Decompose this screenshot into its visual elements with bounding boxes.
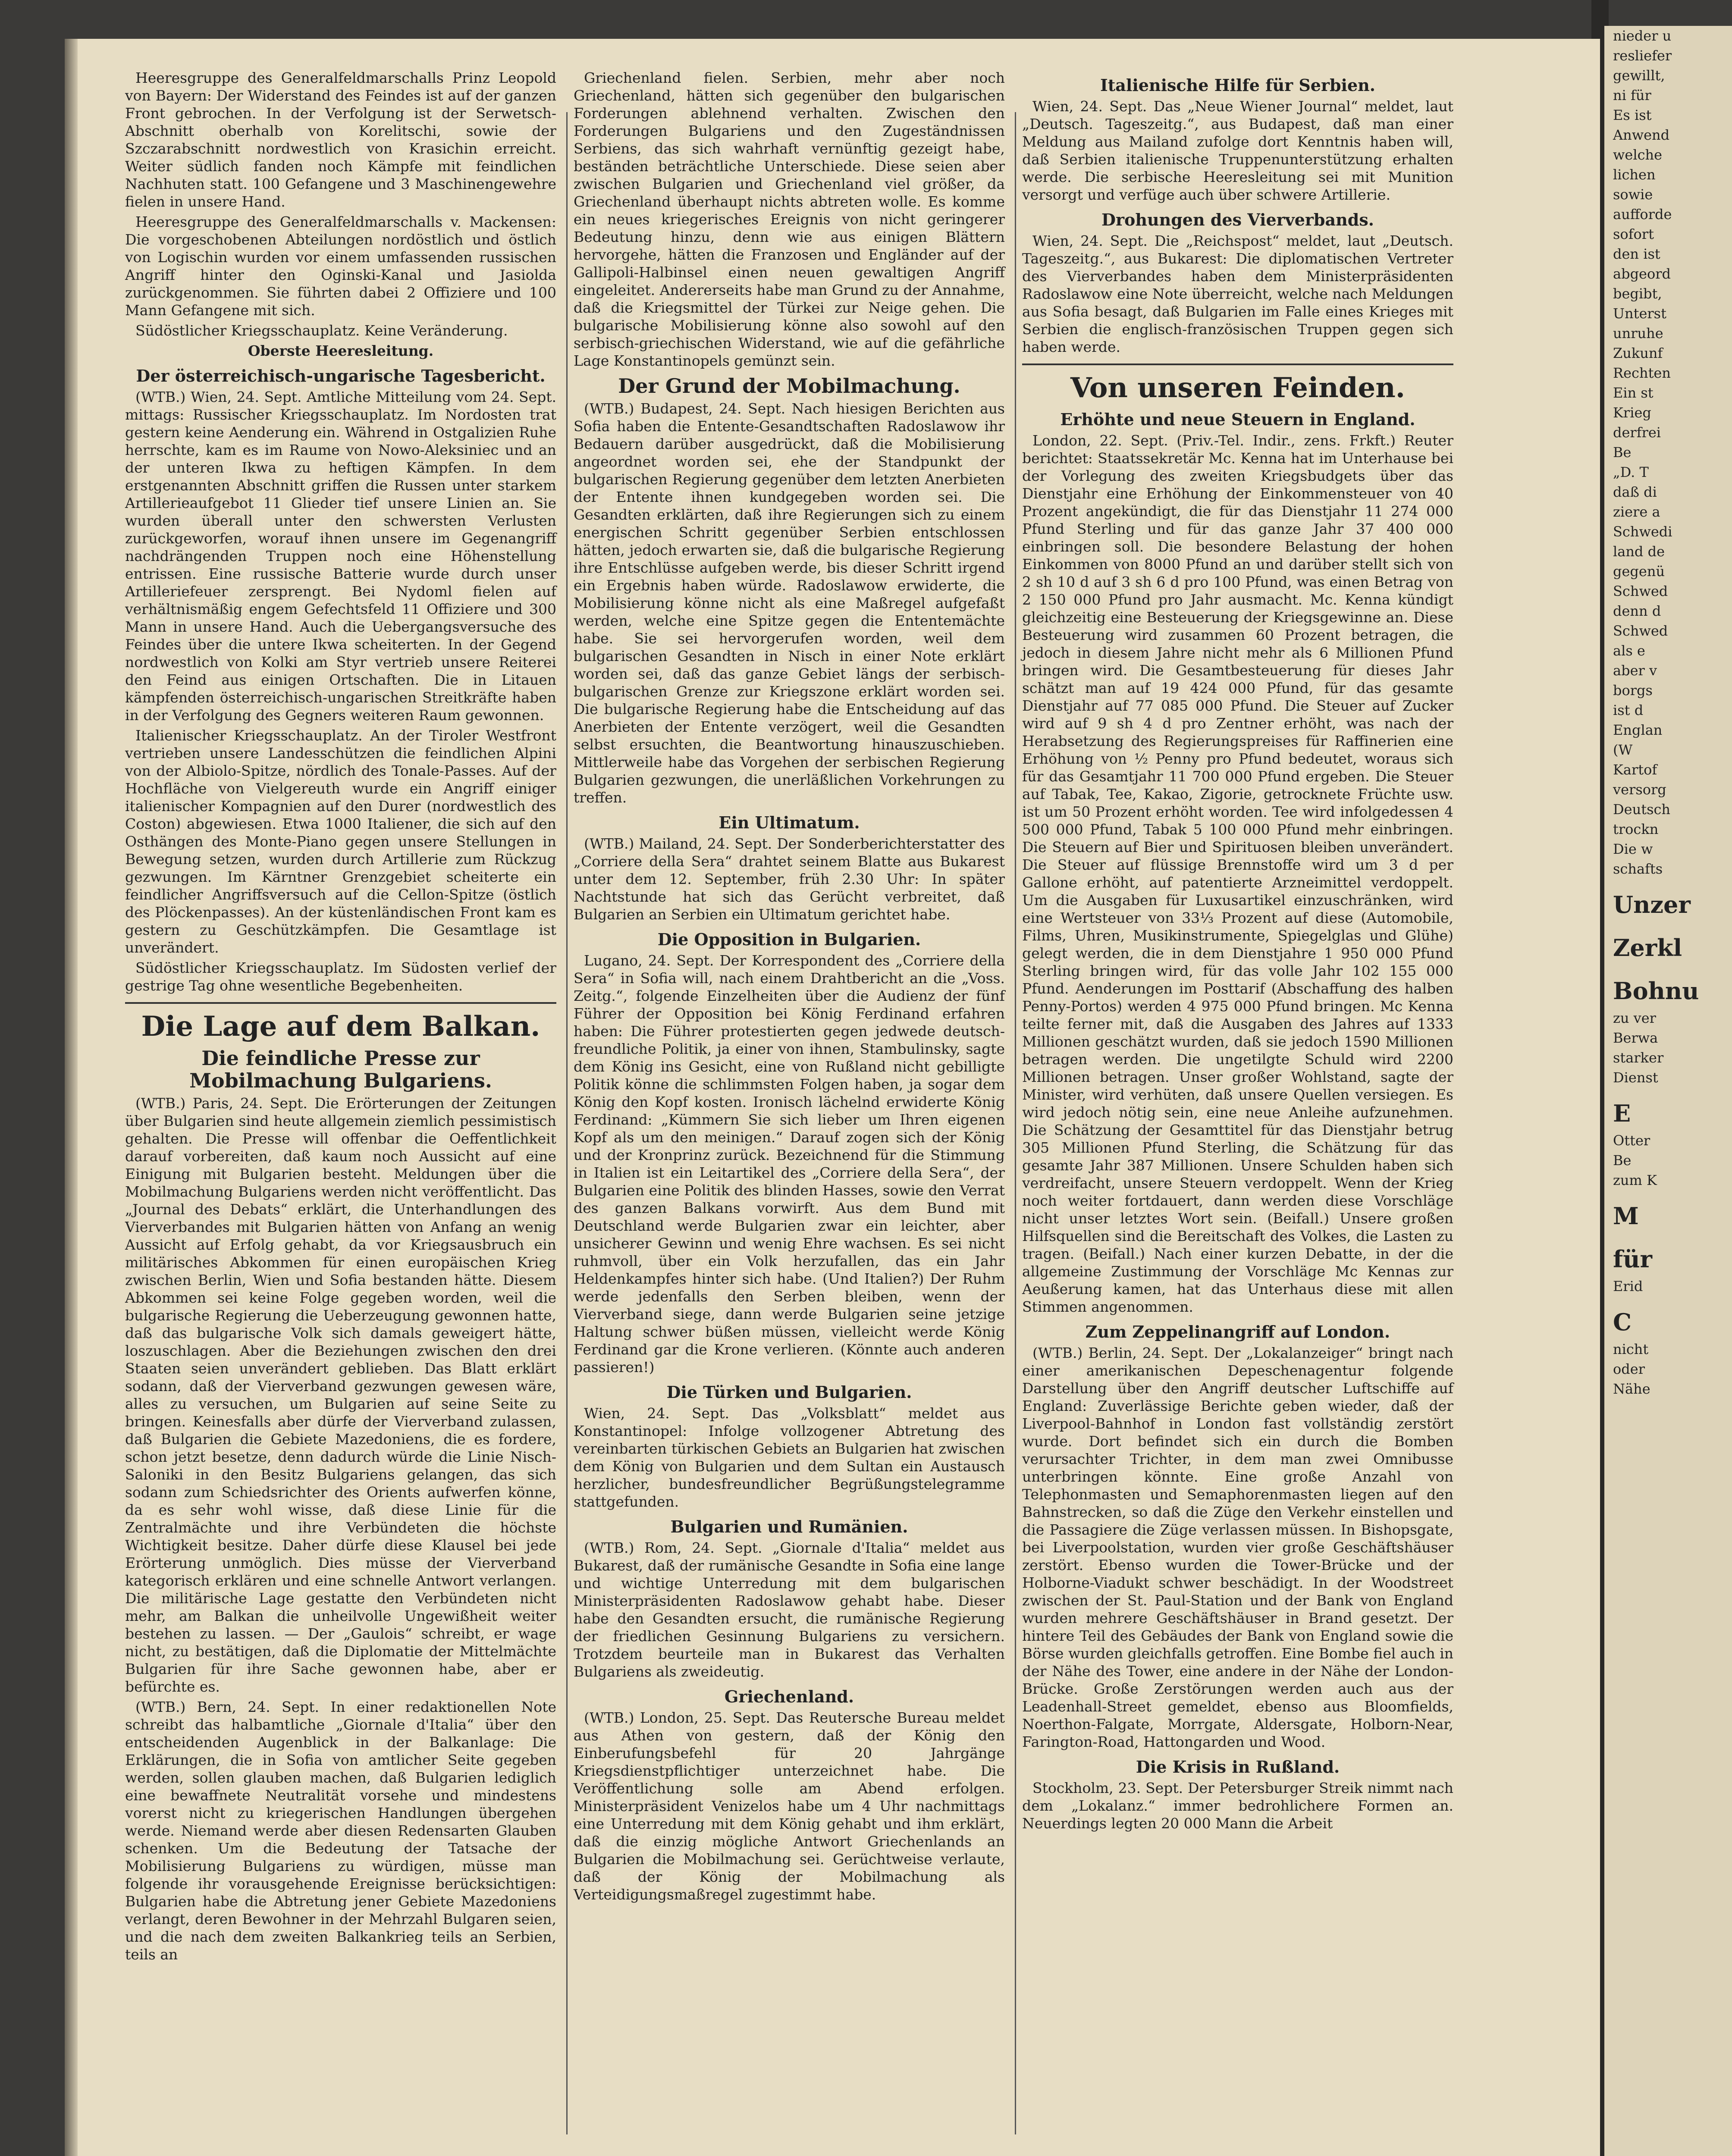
column-1: [125, 69, 556, 1966]
adjacent-page-line: nicht: [1613, 1341, 1649, 1357]
paragraph: Lugano, 24. Sept. Der Korrespondent des „Corriere della Sera“ in Sofia will, nach einem Drahtbericht an die „Voss. Zeitg.“, folgende Einzelheiten über die Audienz der fünf Führer der Opposition bei König Ferdinand erfahren haben: Die Führer protestierten gegen jedwede deutsch-freundliche Politik, ja einer von ihnen, Stambulinsky, sagte dem König ins Gesicht, eine von Rußland nicht gebilligte Politik könne die schlimmsten Folgen haben, ja sogar dem König den Kopf kosten. Ironisch lächelnd erwiderte König Ferdinand: „Kümmern Sie sich lieber um Ihren eigenen Kopf als um den meinigen.“ Darauf zogen sich der König und der Kronprinz zurück. Bezeichnend für die Stimmung in Italien ist ein Leitartikel des „Corriere della Sera“, der Bulgarien eine Politik des blinden Hasses, sowie den Verrat des ganzen Balkans vorwirft. Aus dem Bund mit Deutschland werde Bulgarien zwar ein leichter, aber unsicherer Gewinn und wenig Ehre wachsen. Es sei nicht ruhmvoll, über ein Volk herzufallen, das ein Jahr Heldenkampfes hinter sich habe. (Und Italien?) Der Ruhm werde jedenfalls den Serben bleiben, wenn der Vierverband siege, dann werde Bulgarien seine jetzige Haltung schwer büßen müssen, vielleicht werde König Ferdinand gar die Krone verlieren. (Könnte auch anderen passieren!): [574, 952, 1005, 1376]
section-headline: Von unseren Feinden.: [1070, 372, 1406, 404]
adjacent-page-line: Schwed: [1613, 583, 1668, 599]
adjacent-page-line: M: [1613, 1202, 1639, 1230]
column-3: [1022, 69, 1453, 1835]
adjacent-page-line: Berwa: [1613, 1030, 1658, 1046]
adjacent-page-line: derfrei: [1613, 424, 1661, 441]
adjacent-page-line: Anwend: [1613, 127, 1670, 143]
paragraph: Wien, 24. Sept. Die „Reichspost“ meldet, laut „Deutsch. Tageszeitg.“, aus Bukarest: Die diplomatischen Vertreter des Vierverbandes haben dem Ministerpräsidenten Radoslawow eine Note überreicht, welche nach Meldungen aus Sofia besagt, daß Bulgarien im Falle eines Krieges mit Serbien die englisch-französischen Truppen gegen sich haben werde.: [1022, 232, 1453, 355]
headline: Bulgarien und Rumänien.: [670, 1517, 908, 1536]
headline: Italienische Hilfe für Serbien.: [1100, 75, 1376, 95]
adjacent-page-line: Es ist: [1613, 107, 1652, 123]
adjacent-page-line: den ist: [1613, 246, 1660, 262]
adjacent-page-line: E: [1613, 1100, 1631, 1127]
paragraph: (WTB.) Bern, 24. Sept. In einer redaktionellen Note schreibt das halbamtliche „Giornale d'Italia“ über den entscheidenden Augenblick in der Balkanlage: Die Erklärungen, die in Sofia von amtlicher Seite gegeben werden, sollen glauben machen, daß Bulgarien lediglich eine bewaffnete Neutralität vorsehe und mindestens vorerst nicht zu kriegerischen Handlungen übergehen werde. Niemand werde aber diesen Redensarten Glauben schenken. Um die Bedeutung der Tatsache der Mobilisierung Bulgariens zu würdigen, müsse man folgende ihr vorausgehende Ereignisse berücksichtigen: Bulgarien habe die Abtretung jener Gebiete Mazedoniens verlangt, deren Bewohner in der Mehrzahl Bulgaren seien, und die nach dem zweiten Balkankrieg teils an Serbien, teils an: [125, 1698, 556, 1963]
paragraph: Griechenland fielen. Serbien, mehr aber noch Griechenland, hätten sich gegenüber den bulgarischen Forderungen ablehnend verhalten. Zwischen den Forderungen Bulgariens und den Zugeständnissen Serbiens, das sich wahrhaft vernünftig gezeigt habe, beständen beträchtliche Unterschiede. Diese seien aber zwischen Bulgarien und Griechenland viel größer, da Griechenland überhaupt nichts abtreten wolle. Es komme ein neues kriegerisches Ereignis von nicht geringerer Bedeutung hinzu, denn wie aus einigen Blättern hervorgehe, hätten die Franzosen und Engländer auf der Gallipoli-Halbinsel einen neuen gewaltigen Angriff eingeleitet. Andererseits habe man Grund zu der Annahme, daß die Kriegsmittel der Türkei zur Neige gehen. Die bulgarische Mobilisierung könne also sowohl auf den serbisch-griechischen Widerstand, wie auf die gefährliche Lage Konstantinopels gemünzt sein.: [574, 69, 1005, 369]
paragraph: Heeresgruppe des Generalfeldmarschalls v. Mackensen: Die vorgeschobenen Abteilungen nordöstlich und östlich von Logischin wurden vor einem umfassenden russischen Angriff hinter den Oginski-Kanal und Jasiolda zurückgenommen. Sie führten dabei 2 Offiziere und 100 Mann Gefangene mit sich.: [125, 213, 556, 319]
adjacent-page-line: zu ver: [1613, 1010, 1656, 1026]
adjacent-page-line: Rechten: [1613, 365, 1671, 381]
headline: Zum Zeppelinangriff auf London.: [1085, 1322, 1390, 1341]
adjacent-page-line: borgs: [1613, 682, 1653, 699]
adjacent-page-line: starker: [1613, 1050, 1664, 1066]
headline: Der Grund der Mobilmachung.: [618, 374, 960, 398]
adjacent-page-line: Schwed: [1613, 623, 1668, 639]
column-rule: [1015, 112, 1016, 2134]
headline: Drohungen des Vierverbands.: [1101, 210, 1374, 229]
adjacent-page-line: (W: [1613, 742, 1633, 758]
adjacent-page-line: Krieg: [1613, 404, 1651, 421]
headline: Die Krisis in Rußland.: [1136, 1757, 1340, 1777]
headline: Griechenland.: [724, 1687, 854, 1706]
paragraph: Heeresgruppe des Generalfeldmarschalls Prinz Leopold von Bayern: Der Widerstand des Feindes ist auf der ganzen Front gebrochen. In der Verfolgung ist der Serwetsch-Abschnitt oberhalb von Korelitschi, sowie der Szczarabschnitt nordwestlich von Krasichin erreicht. Weiter südlich fanden noch Kämpfe mit feindlichen Nachhuten statt. 100 Gefangene und 3 Maschinengewehre fielen in unsere Hand.: [125, 69, 556, 210]
column-rule: [566, 112, 568, 2134]
adjacent-page-line: Die w: [1613, 841, 1653, 857]
adjacent-page-line: Otter: [1613, 1132, 1650, 1149]
headline: Die Türken und Bulgarien.: [666, 1382, 912, 1402]
adjacent-page-line: Be: [1613, 444, 1632, 461]
adjacent-page-line: lichen: [1613, 166, 1656, 183]
adjacent-page-line: ist d: [1613, 702, 1644, 718]
paragraph: (WTB.) Mailand, 24. Sept. Der Sonderberichterstatter des „Corriere della Sera“ drahtet seinem Blatte aus Bukarest unter dem 12. September, früh 2.30 Uhr: In später Nachtstunde hat sich das Gerücht verbreitet, daß Bulgarien an Serbien ein Ultimatum gerichtet habe.: [574, 835, 1005, 923]
paragraph: Stockholm, 23. Sept. Der Petersburger Streik nimmt nach dem „Lokalanz.“ immer bedrohlichere Formen an. Neuerdings legten 20 000 Mann die Arbeit: [1022, 1780, 1453, 1832]
adjacent-page-line: sofort: [1613, 226, 1654, 242]
paragraph: Südöstlicher Kriegsschauplatz. Keine Veränderung.: [135, 322, 508, 339]
adjacent-page-line: Zukunf: [1613, 345, 1663, 361]
paragraph: London, 22. Sept. (Priv.-Tel. Indir., zens. Frkft.) Reuter berichtet: Staatssekretär Mc. Kenna hat im Unterhause bei der Vorlegung des zweiten Kriegsbudgets über das Dienstjahr eine Erhöhung der Einkommensteuer von 40 Prozent angekündigt, die für das Dienstjahr 11 274 000 Pfund Sterling und für das ganze Jahr 37 400 000 einbringen soll. Die besondere Belastung der hohen Einkommen von 8000 Pfund an und darüber stellt sich von 2 sh 10 d auf 3 sh 6 d pro 100 Pfund, was einen Betrag von 2 150 000 Pfund pro Jahr ausmacht. Mc. Kenna kündigt gleichzeitig eine Besteuerung der Kriegsgewinne an. Diese Besteuerung wird zusammen 60 Prozent betragen, die jedoch in diesem Jahre nicht mehr als 6 Millionen Pfund bringen wird. Die Gesamtbesteuerung für dieses Jahr schätzt man auf 19 424 000 Pfund, für das gesamte Dienstjahr auf 77 085 000 Pfund. Die Steuer auf Zucker wird auf 9 sh 4 d pro Zentner erhöht, was nach der Herabsetzung des Regierungspreises für Raffinerien eine Erhöhung von ½ Penny pro Pfund bedeutet, woraus sich für das Gesamtjahr 11 700 000 Pfund ergeben. Die Steuer auf Tabak, Tee, Kakao, Zigorie, getrocknete Früchte usw. ist um 50 Prozent erhöht worden. Tee wird infolgedessen 4 500 000 Pfund, Tabak 5 100 000 Pfund mehr einbringen. Die Steuern auf Bier und Spirituosen bleiben unverändert. Die Steuer auf flüssige Brennstoffe wird um 3 d per Gallone erhöht, auf patentierte Arzneimittel verdoppelt. Um die Ausgaben für Luxusartikel einzuschränken, wird eine Wertsteuer von 33⅓ Prozent auf diese (Automobile, Films, Uhren, Musikinstrumente, Spiegelglas und Glühe) gelegt werden, die in dem Dienstjahre 1 950 000 Pfund Sterling bringen wird, für das volle Jahr 102 155 000 Pfund. Aenderungen im Posttarif (Abschaffung des halben Penny-Portos) werden 4 975 000 Pfund bringen. Mc Kenna teilte ferner mit, daß die Ausgaben des Jahres auf 1333 Millionen geschätzt wurden, daß sie jedoch 1590 Millionen betragen werden. Die ungetilgte Schuld wird 2200 Millionen betragen. Unser großer Wohlstand, sagte der Minister, wird verhüten, daß unsere Quellen versiegen. Es wird jedoch nötig sein, eine neue Anleihe aufzunehmen. Die Schätzung der Gesamttitel für das Dienstjahr betrug 305 Millionen Pfund Sterling, die Schätzung für das gesamte Jahr 387 Millionen. Unsere Schulden haben sich verdreifacht, unsere Steuern verdoppelt. Wenn der Krieg noch weiter fortdauert, dann werden diese Vorschläge nicht unser letztes Wort sein. (Beifall.) Unsere großen Hilfsquellen sind die Bereitschaft des Volkes, die Lasten zu tragen. (Beifall.) Nach einer kurzen Debatte, in der die allgemeine Zustimmung der Vorschläge Mc Kennas zur Aeußerung kamen, hat das Unterhaus diese mit allen Stimmen angenommen.: [1022, 432, 1453, 1315]
adjacent-page-line: Englan: [1613, 722, 1663, 738]
paragraph: (WTB.) Paris, 24. Sept. Die Erörterungen der Zeitungen über Bulgarien sind heute allgemein ziemlich pessimistisch gehalten. Die Presse will offenbar die Oeffentlichkeit darauf vorbereiten, daß kaum noch Aussicht auf eine Einigung mit Bulgarien besteht. Meldungen über die Mobilmachung Bulgariens werden nicht veröffentlicht. Das „Journal des Debats“ erklärt, die Unterhandlungen des Vierverbandes mit Bulgarien hätten von Anfang an wenig Aussicht auf Erfolg gehabt, da vor Kriegsausbruch ein militärisches Abkommen für einen europäischen Krieg zwischen Berlin, Wien und Sofia bestanden hätte. Diesem Abkommen sei keine Folge gegeben worden, weil die bulgarische Regierung die Ueberzeugung gewonnen hatte, daß das bulgarische Volk sich damals geweigert hätte, loszuschlagen. Aber die Beziehungen zwischen den drei Staaten seien unverändert geblieben. Das Blatt erklärt sodann, daß der Vierverband gezwungen gewesen wäre, alles zu versuchen, um Bulgarien auf seine Seite zu bringen. Keinesfalls aber dürfe der Vierverband zulassen, daß Bulgarien die Gebiete Mazedoniens, die es fordere, schon jetzt besetze, denn dadurch würde die Linie Nisch-Saloniki in den Besitz Bulgariens gelangen, das sich sodann zum Schiedsrichter des Orients aufwerfen könne, da es sehr wohl wisse, daß diese Linie für die Zentralmächte und ihre Verbündeten die höchste Wichtigkeit besitze. Daher dürfe diese Klausel bei jede Erörterung unmöglich. Dies müsse der Vierverband kategorisch erklären und eine schnelle Antwort verlangen. Die militärische Lage gestatte den Verbündeten nicht mehr, am Balkan die unheilvolle Ungewißheit weiter bestehen zu lassen. — Der „Gaulois“ schreibt, er wage nicht, zu bestätigen, daß die Diplomatie der Mittelmächte Bulgarien für ihre Sache gewonnen habe, aber er befürchte es.: [125, 1095, 556, 1695]
adjacent-page-line: C: [1613, 1308, 1632, 1336]
adjacent-page-line: Schwedi: [1613, 523, 1672, 540]
paragraph: (WTB.) Rom, 24. Sept. „Giornale d'Italia“ meldet aus Bukarest, daß der rumänische Gesandte in Sofia eine lange und wichtige Unterredung mit dem bulgarischen Ministerpräsidenten Radoslawow gehabt habe. Dieser habe den Gesandten ersucht, die rumänische Regierung der friedlichen Gesinnung Bulgariens zu versichern. Trotzdem beurteile man in Bukarest das Verhalten Bulgariens als zweideutig.: [574, 1539, 1005, 1680]
signature: Oberste Heeresleitung.: [248, 342, 434, 359]
adjacent-page-line: Nähe: [1613, 1381, 1650, 1397]
adjacent-page-line: unruhe: [1613, 325, 1663, 342]
adjacent-page-line: begibt,: [1613, 285, 1662, 302]
adjacent-page-line: für: [1613, 1245, 1652, 1273]
adjacent-page-line: gegenü: [1613, 563, 1665, 580]
adjacent-page-line: Dienst: [1613, 1069, 1658, 1086]
adjacent-page-line: Be: [1613, 1152, 1632, 1169]
adjacent-page-line: daß di: [1613, 484, 1657, 500]
section-headline: Die Lage auf dem Balkan.: [141, 1010, 540, 1043]
adjacent-page-line: als e: [1613, 642, 1645, 659]
adjacent-page-line: Unterst: [1613, 305, 1666, 322]
adjacent-page-line: sowie: [1613, 186, 1653, 203]
headline: Der österreichisch-ungarische Tagesbericht.: [136, 366, 546, 385]
adjacent-page-line: Kartof: [1613, 761, 1657, 778]
headline: Die Opposition in Bulgarien.: [657, 930, 921, 949]
paragraph: Südöstlicher Kriegsschauplatz. Im Südosten verlief der gestrige Tag ohne wesentliche Begebenheiten.: [125, 959, 556, 994]
adjacent-page-line: Unzer: [1613, 891, 1691, 918]
section-divider: [125, 1002, 556, 1004]
adjacent-page-line: abgeord: [1613, 266, 1671, 282]
paragraph: (WTB.) Wien, 24. Sept. Amtliche Mitteilung vom 24. Sept. mittags: Russischer Kriegsschauplatz. Im Nordosten trat gestern keine Aenderung ein. Während in Ostgalizien Ruhe herrschte, kam es im Raume von Nowo-Aleksiniec und an der unteren Ikwa zu heftigen Kämpfen. In dem erstgenannten Abschnitt griffen die Russen unter starkem Artilleriеaufgebot 11 Glieder tief unsere Linien an. Sie wurden überall unter den schwersten Verlusten zurückgeworfen, worauf ihnen unsere im Gegenangriff nachdrängenden Truppen noch eine Höhenstellung entrissen. Eine russische Batterie wurde durch unser Artilleriefeuer zersprengt. Bei Nydoml fielen auf verhältnismäßig engem Gefechtsfeld 11 Offiziere und 300 Mann in unsere Hand. Auch die Uebergangsversuche des Feindes über die untere Ikwa scheiterten. In der Gegend nordwestlich von Kolki am Styr vertrieb unsere Reiterei den Feind aus einigen Ortschaften. Die in Litauen kämpfenden österreichisch-ungarischen Streitkräfte haben in der Verfolgung des Gegners weiteren Raum gewonnen.: [125, 389, 556, 724]
adjacent-page-line: Bohnu: [1613, 977, 1699, 1005]
adjacent-page-line: gewillt,: [1613, 67, 1665, 84]
adjacent-page-line: aufforde: [1613, 206, 1672, 222]
adjacent-page-line: Zerkl: [1613, 934, 1682, 962]
section-divider: [1022, 364, 1453, 365]
adjacent-page-line: ziere a: [1613, 504, 1660, 520]
adjacent-page-line: aber v: [1613, 662, 1657, 679]
adjacent-page-line: zum K: [1613, 1172, 1657, 1188]
adjacent-page-line: oder: [1613, 1361, 1645, 1377]
adjacent-page-line: Erid: [1613, 1278, 1643, 1294]
paragraph: (WTB.) Berlin, 24. Sept. Der „Lokalanzeiger“ bringt nach einer amerikanischen Depeschenagentur folgende Darstellung über den Angriff deutscher Luftschiffe auf England: Zuverlässige Berichte geben wieder, daß der Liverpool-Bahnhof in London fast vollständig zerstört wurde. Dort befindet sich ein durch die Bomben verursachter Trichter, in dem man zwei Omnibusse unterbringen könnte. Eine große Anzahl von Telephonmasten und Semaphorenmasten liegen auf den Bahnstrecken, so daß die Züge den Verkehr einstellen und die Passagiere die Züge verlassen müssen. In Bishopsgate, bei Liverpoolstation, wurden vier große Geschäftshäuser zerstört. Ebenso wurden die Tower-Brücke und der Holborne-Viadukt schwer beschädigt. In der Woodstreet zwischen der St. Paul-Station und der Bank von England wurden mehrere Geschäftshäuser in Brand gesetzt. Der hintere Teil des Gebäudes der Bank von England sowie die Börse wurden gleichfalls getroffen. Eine Bombe fiel auch in der Nähe des Tower, eine andere in der Nähe der London-Brücke. Große Zerstörungen werden auch aus der Leadenhall-Street gemeldet, ebenso aus Bloomfields, Noerthon-Falgate, Morrgate, Aldersgate, Holborn-Near, Farington-Road, Hattongarden und Wood.: [1022, 1344, 1453, 1750]
adjacent-page-line: trockn: [1613, 821, 1659, 837]
paragraph: Wien, 24. Sept. Das „Neue Wiener Journal“ meldet, laut „Deutsch. Tageszeitg.“, aus Budapest, daß man einer Meldung aus Mailand zufolge dort Kenntnis haben will, daß Serbien italienische Truppenunterstützung erhalten werde. Die serbische Heeresleitung sei mit Munition versorgt und verfüge auch über schwere Artillerie.: [1022, 98, 1453, 203]
adjacent-page-line: „D. T: [1613, 464, 1649, 480]
adjacent-page-line: schafts: [1613, 861, 1663, 877]
adjacent-page-line: land de: [1613, 543, 1665, 560]
adjacent-page-line: versorg: [1613, 781, 1666, 798]
adjacent-page-line: Ein st: [1613, 385, 1654, 401]
paragraph: Wien, 24. Sept. Das „Volksblatt“ meldet aus Konstantinopel: Infolge vollzogener Abtretung des vereinbarten türkischen Gebiets an Bulgarien hat zwischen dem König von Bulgarien und dem Sultan ein Austausch herzlicher, bundesfreundlicher Begrüßungstelegramme stattgefunden.: [574, 1405, 1005, 1510]
adjacent-page-line: welche: [1613, 147, 1663, 163]
adjacent-page-line: nieder u: [1613, 28, 1672, 44]
headline: Ein Ultimatum.: [719, 813, 860, 832]
paragraph: Italienischer Kriegsschauplatz. An der Tiroler Westfront vertrieben unsere Landesschützen die feindlichen Alpini von der Albiolo-Spitze, nördlich des Tonale-Passes. Auf der Hochfläche von Vielgereuth wurde ein Angriff einiger italienischer Kompagnien auf den Durer (nordwestlich des Coston) abgewiesen. Etwa 1000 Italiener, die sich auf den Osthängen des Monte-Piano gegen unsere Stellungen in Bewegung setzen, wurden durch Artillerie zum Rückzug gezwungen. Im Kärntner Grenzgebiet scheiterte ein feindlicher Angriffsversuch auf die Cellon-Spitze (östlich des Plöckenpasses). An der küstenländischen Front kam es gestern zu Geschützkämpfen. Die Gesamtlage ist unverändert.: [125, 727, 556, 956]
headline: Erhöhte und neue Steuern in England.: [1060, 410, 1415, 429]
paragraph: (WTB.) Budapest, 24. Sept. Nach hiesigen Berichten aus Sofia haben die Entente-Gesandtschaften Radoslawow ihr Bedauern darüber ausgedrückt, daß die Mobilisierung angeordnet worden sei, ehe der Standpunkt der bulgarischen Regierung gegenüber dem letzten Anerbieten der Entente ihnen kundgegeben worden sei. Die Gesandten erklärten, daß ihre Regierungen sich zu einem energischen Schritt gegenüber Serbien entschlossen hätten, jedoch erwarten sie, daß die bulgarische Regierung ihre Entschlüsse aufgeben werde, bis dieser Schritt irgend ein Ergebnis haben würde. Radoslawow erwiderte, die Mobilisierung könne nicht als eine Maßregel aufgefaßt werden, welche eine Spitze gegen die Ententemächte habe. Sie sei hervorgerufen worden, weil dem bulgarischen Gesandten in Nisch in einer Note erklärt worden sei, daß das ganze Gebiet längs der serbisch-bulgarischen Grenze zur Kriegszone erklärt worden sei. Die bulgarische Regierung habe die Entscheidung auf das Anerbieten der Entente verzögert, weil die Gesandten selbst ersuchten, die Beantwortung hinauszuschieben. Mittlerweile habe das Vorgehen der serbischen Regierung Bulgarien gezwungen, die unerläßlichen Vorkehrungen zu treffen.: [574, 400, 1005, 806]
paragraph: (WTB.) London, 25. Sept. Das Reutersche Bureau meldet aus Athen von gestern, daß der König den Einberufungsbefehl für 20 Jahrgänge Kriegsdienstpflichtiger unterzeichnet habe. Die Veröffentlichung solle am Abend erfolgen. Ministerpräsident Venizelos habe um 4 Uhr nachmittags eine Unterredung mit dem König gehabt und ihm erklärt, daß die einzig mögliche Antwort Griechenlands an Bulgarien die Mobilmachung sei. Gerüchtweise verlaute, daß der König der Mobilmachung als Verteidigungsmaßregel zugestimmt habe.: [574, 1709, 1005, 1903]
headline: Die feindliche Presse zur Mobilmachung Bulgariens.: [189, 1047, 492, 1092]
adjacent-page-strip: [1604, 26, 1732, 2156]
adjacent-page-line: Deutsch: [1613, 801, 1671, 818]
adjacent-page-line: resliefer: [1613, 47, 1672, 64]
column-2: [574, 69, 1005, 1906]
adjacent-page-line: denn d: [1613, 603, 1661, 619]
adjacent-page-line: ni für: [1613, 87, 1651, 103]
